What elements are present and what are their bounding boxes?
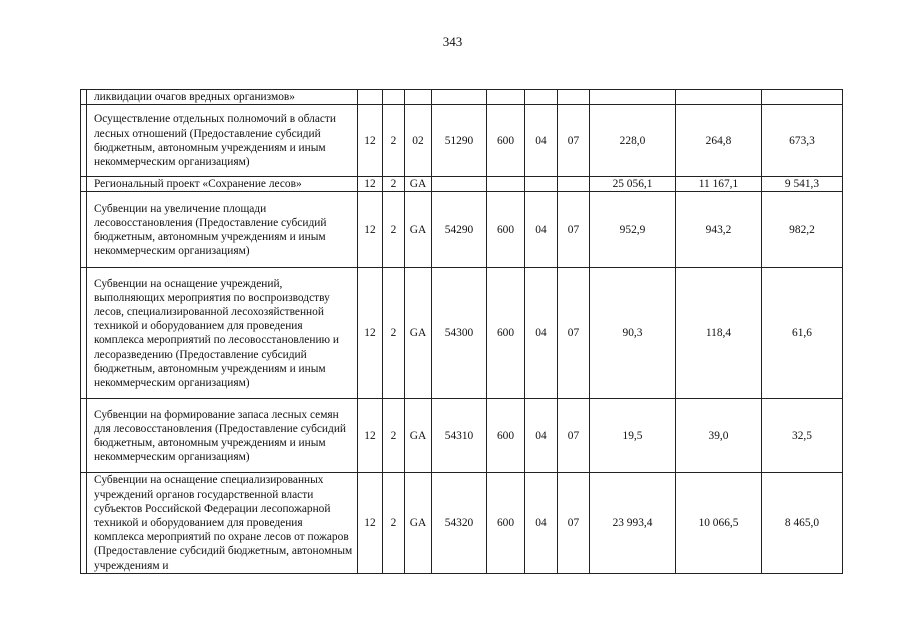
table-row xyxy=(81,192,843,268)
row-description: Региональный проект «Сохранение лесов» xyxy=(87,177,358,192)
code-cell: 2 xyxy=(383,473,405,574)
amount-cell: 952,9 xyxy=(590,192,676,268)
code-cell xyxy=(558,90,590,105)
code-cell xyxy=(525,90,558,105)
code-cell: 2 xyxy=(383,399,405,473)
amount-cell xyxy=(590,90,676,105)
code-cell: 54310 xyxy=(432,399,487,473)
page-number: 343 xyxy=(442,34,463,49)
code-cell: 04 xyxy=(525,192,558,268)
code-cell: 2 xyxy=(383,192,405,268)
amount-cell: 23 993,4 xyxy=(590,473,676,574)
table-row xyxy=(81,105,843,177)
code-cell xyxy=(558,177,590,192)
code-cell: 2 xyxy=(383,105,405,177)
code-cell: 04 xyxy=(525,105,558,177)
amount-cell: 61,6 xyxy=(762,268,843,399)
table-row xyxy=(81,399,843,473)
amount-cell: 8 465,0 xyxy=(762,473,843,574)
amount-cell: 32,5 xyxy=(762,399,843,473)
code-cell: 07 xyxy=(558,268,590,399)
code-cell: 12 xyxy=(358,192,383,268)
table-row xyxy=(81,473,843,574)
code-cell: 02 xyxy=(405,105,432,177)
code-cell: 600 xyxy=(487,399,525,473)
code-cell: 2 xyxy=(383,177,405,192)
code-cell: GA xyxy=(405,268,432,399)
table-row xyxy=(81,177,843,192)
code-cell: 12 xyxy=(358,105,383,177)
amount-cell xyxy=(762,90,843,105)
code-cell xyxy=(432,90,487,105)
amount-cell: 982,2 xyxy=(762,192,843,268)
amount-cell: 25 056,1 xyxy=(590,177,676,192)
code-cell: 12 xyxy=(358,399,383,473)
amount-cell: 9 541,3 xyxy=(762,177,843,192)
code-cell: 07 xyxy=(558,473,590,574)
code-cell: 12 xyxy=(358,473,383,574)
budget-table xyxy=(80,89,843,574)
code-cell: 07 xyxy=(558,192,590,268)
amount-cell: 264,8 xyxy=(676,105,762,177)
row-description: Осуществление отдельных полномочий в области лесных отношений (Предоставление субсидий бюджетным, автономным учреждениям и иным некоммерческим организациям) xyxy=(87,105,358,177)
amount-cell: 90,3 xyxy=(590,268,676,399)
code-cell: 54290 xyxy=(432,192,487,268)
code-cell xyxy=(525,177,558,192)
code-cell: 600 xyxy=(487,268,525,399)
code-cell: GA xyxy=(405,473,432,574)
code-cell: 07 xyxy=(558,105,590,177)
code-cell: 04 xyxy=(525,268,558,399)
code-cell: 600 xyxy=(487,105,525,177)
amount-cell: 10 066,5 xyxy=(676,473,762,574)
code-cell: 07 xyxy=(558,399,590,473)
code-cell xyxy=(405,90,432,105)
amount-cell: 118,4 xyxy=(676,268,762,399)
row-description: Субвенции на оснащение учреждений, выполняющих мероприятия по воспроизводству лесов, специализированной лесохозяйственной техникой и оборудованием для проведения комплекса мероприятий по лесовосстановлению и лесоразведению (Предоставление субсидий бюджетным, автономным учреждениям и иным некоммерческим организациям) xyxy=(87,268,358,399)
code-cell: GA xyxy=(405,399,432,473)
amount-cell: 943,2 xyxy=(676,192,762,268)
code-cell xyxy=(432,177,487,192)
code-cell xyxy=(383,90,405,105)
row-description: ликвидации очагов вредных организмов» xyxy=(87,90,358,105)
code-cell: 54320 xyxy=(432,473,487,574)
code-cell: 54300 xyxy=(432,268,487,399)
code-cell xyxy=(358,90,383,105)
code-cell: GA xyxy=(405,192,432,268)
amount-cell: 673,3 xyxy=(762,105,843,177)
code-cell: 12 xyxy=(358,268,383,399)
table-row xyxy=(81,90,843,105)
amount-cell: 228,0 xyxy=(590,105,676,177)
code-cell: 600 xyxy=(487,192,525,268)
row-description: Субвенции на увеличение площади лесовосстановления (Предоставление субсидий бюджетным, автономным учреждениям и иным некоммерческим организациям) xyxy=(87,192,358,268)
code-cell: 2 xyxy=(383,268,405,399)
amount-cell: 39,0 xyxy=(676,399,762,473)
code-cell: 12 xyxy=(358,177,383,192)
amount-cell: 11 167,1 xyxy=(676,177,762,192)
code-cell xyxy=(487,177,525,192)
code-cell: GA xyxy=(405,177,432,192)
code-cell: 600 xyxy=(487,473,525,574)
table-row xyxy=(81,268,843,399)
row-description: Субвенции на формирование запаса лесных семян для лесовосстановления (Предоставление субсидий бюджетным, автономным учреждениям и иным некоммерческим организациям) xyxy=(87,399,358,473)
row-description: Субвенции на оснащение специализированных учреждений органов государственной власти субъектов Российской Федерации лесопожарной техникой и оборудованием для проведения комплекса мероприятий по охране лесов от пожаров (Предоставление субсидий бюджетным, автономным учреждениям и xyxy=(87,473,358,574)
code-cell: 04 xyxy=(525,399,558,473)
code-cell: 51290 xyxy=(432,105,487,177)
code-cell: 04 xyxy=(525,473,558,574)
code-cell xyxy=(487,90,525,105)
amount-cell: 19,5 xyxy=(590,399,676,473)
amount-cell xyxy=(676,90,762,105)
